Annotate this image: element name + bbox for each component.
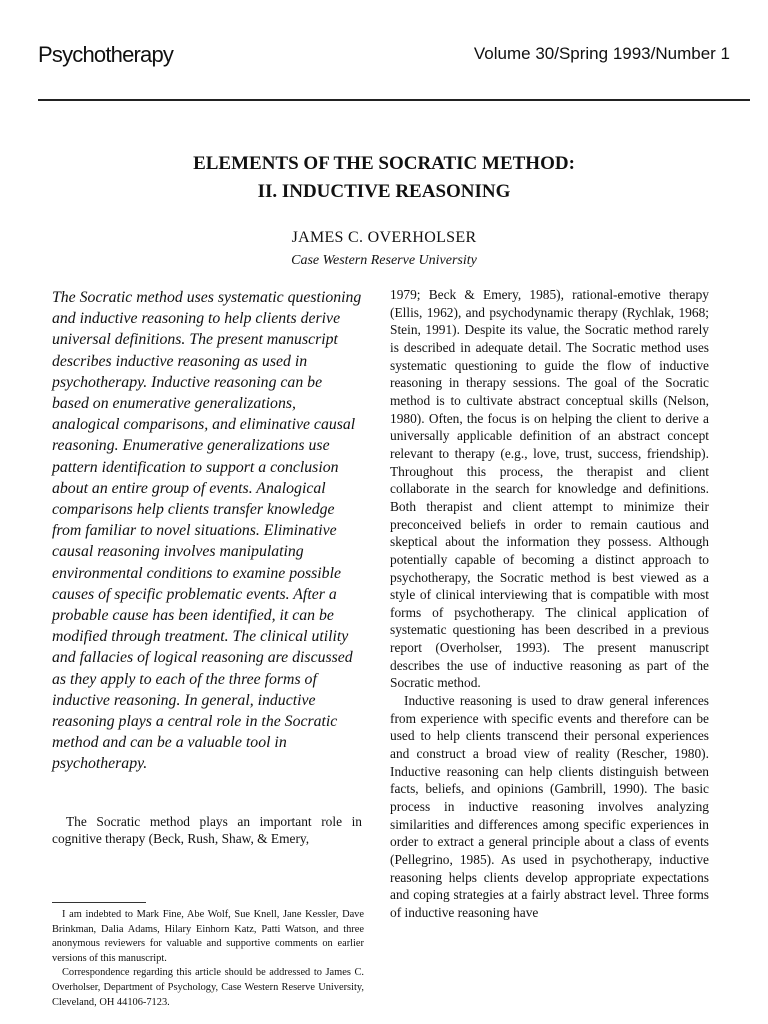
intro-paragraph: The Socratic method plays an important role in cognitive therapy (Beck, Rush, Shaw, & Emery, xyxy=(52,813,362,847)
acknowledgment-note: I am indebted to Mark Fine, Abe Wolf, Sue Knell, Jane Kessler, Dave Brinkman, Dalia Adams, Hilary Einhorn Katz, Patti Watson, and three anonymous reviewers for valuable and supportive comments on earlier versions of this manuscript. xyxy=(52,909,364,964)
right-column xyxy=(390,286,709,922)
footnote-rule xyxy=(52,902,146,903)
left-column xyxy=(52,287,362,848)
author-affiliation: Case Western Reserve University xyxy=(291,253,477,268)
title-line-2: II. INDUCTIVE REASONING xyxy=(257,181,511,202)
footnotes xyxy=(52,908,364,1010)
title-line-1: ELEMENTS OF THE SOCRATIC METHOD: xyxy=(193,153,575,174)
abstract: The Socratic method uses systematic questioning and inductive reasoning to help clients derive universal definitions. The present manuscript describes inductive reasoning as used in psychotherapy. Inductive reasoning can be based on enumerative generalizations, analogical comparisons, and eliminative causal reasoning. Enumerative generalizations use pattern identification to support a conclusion about an entire group of events. Analogical comparisons help clients transfer knowledge from familiar to novel situations. Eliminative causal reasoning involves manipulating environmental conditions to examine possible causes of specific problematic events. After a probable cause has been identified, it can be modified through treatment. The clinical utility and fallacies of logical reasoning are discussed as they apply to each of the three forms of inductive reasoning. In general, inductive reasoning plays a central role in the Socratic method and can be a valuable tool in psychotherapy. xyxy=(52,289,362,773)
correspondence-note: Correspondence regarding this article should be addressed to James C. Overholser, Department of Psychology, Case Western Reserve University, Cleveland, OH 44106-7123. xyxy=(52,967,364,1008)
body-paragraph-2: Inductive reasoning is used to draw general inferences from experience with specific events and therefore can be used to help clients transcend their personal experiences and construct a broad view of reality (Rescher, 1980). Inductive reasoning can help clients distinguish between facts, beliefs, and opinions (Gambrill, 1990). The basic process in inductive reasoning involves analyzing similarities and differences among specific experiences in order to extract a general principle about a class of events (Pellegrino, 1985). As used in psychotherapy, inductive reasoning helps clients develop appropriate expectations and coping strategies at a fairly abstract level. Three forms of inductive reasoning have xyxy=(390,693,709,920)
author-name: JAMES C. OVERHOLSER xyxy=(291,229,477,246)
body-paragraph-1: 1979; Beck & Emery, 1985), rational-emotive therapy (Ellis, 1962), and psychodynamic therapy (Rychlak, 1968; Stein, 1991). Despite its value, the Socratic method rarely is described in adequate detail. The Socratic method uses systematic questioning to guide the flow of inductive reasoning in therapy sessions. The goal of the Socratic method is to cultivate abstract conceptual skills (Nelson, 1980). Often, the focus is on helping the client to derive a universally applicable definition of an abstract concept relevant to therapy (e.g., love, trust, success, friendship). Throughout this process, the therapist and client collaborate in the search for knowledge and definitions. Both therapist and client attempt to minimize their preconceived beliefs in order to remain cautious and skeptical about the information they possess. Although potentially capable of becoming a distinct approach to psychotherapy, the Socratic method is best viewed as a style of clinical interviewing that is compatible with most forms of psychotherapy. The clinical application of systematic questioning has been described in a previous report (Overholser, 1993). The present manuscript describes the use of inductive reasoning as part of the Socratic method. xyxy=(390,287,709,691)
journal-name: Psychotherapy xyxy=(38,42,174,67)
header-rule xyxy=(38,99,750,101)
article-title xyxy=(0,150,768,206)
volume-issue: Volume 30/Spring 1993/Number 1 xyxy=(473,44,730,63)
